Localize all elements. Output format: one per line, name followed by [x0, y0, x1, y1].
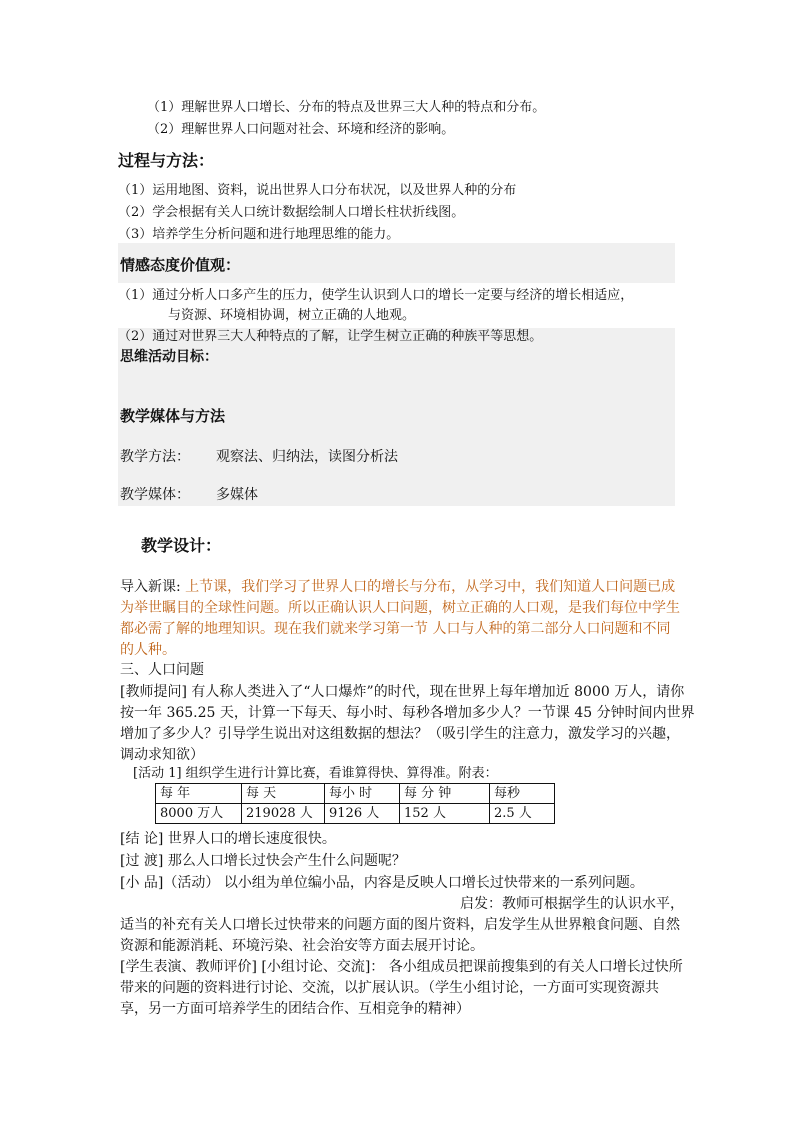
thinking-goal-heading: 思维活动目标： — [120, 349, 218, 365]
intro-label: 导入新课: — [120, 579, 181, 595]
intro-line-2: 为举世瞩目的全球性问题。所以正确认识人口问题，树立正确的人口观，是我们每位中学生 — [120, 600, 680, 616]
teacher-question-line-3: 增加了多少人？引导学生说出对这组数据的想法？（吸引学生的注意力，激发学习的兴趣， — [120, 726, 680, 742]
teacher-question-line-2: 按一年 365.25 天，计算一下每天、每小时、每秒各增加多少人？一节课 45 分钟时间内世界 — [120, 705, 695, 721]
table-cell: 2.5 人 — [490, 804, 555, 824]
table-cell: 219028 人 — [242, 804, 325, 824]
transition: [过 渡] 那么人口增长过快会产生什么问题呢？ — [120, 853, 406, 869]
process-item-1: （1）运用地图、资料，说出世界人口分布状况，以及世界人种的分布 — [118, 183, 517, 198]
table-cell: 9126 人 — [325, 804, 400, 824]
intro-line-4: 的人种。 — [120, 642, 176, 658]
table-cell: 8000 万人 — [156, 804, 242, 824]
student-line-1: [学生表演、教师评价] [小组讨论、交流]： 各小组成员把课前搜集到的有关人口增长过快所 — [120, 959, 683, 975]
table-header-cell: 每小 时 — [325, 784, 400, 804]
student-line-2: 带来的问题的资料进行讨论、交流，以扩展认识。（学生小组讨论，一方面可实现资源共 — [120, 980, 659, 996]
media-value: 多媒体 — [216, 487, 258, 503]
table-header-cell: 每 分 钟 — [400, 784, 490, 804]
table-row — [156, 804, 555, 824]
table-cell: 152 人 — [400, 804, 490, 824]
table-header-row — [156, 784, 555, 804]
emotion-heading: 情感态度价值观： — [120, 256, 241, 274]
media-label: 教学媒体： — [120, 487, 190, 503]
intro-line-1: 上节课，我们学习了世界人口的增长与分布，从学习中，我们知道人口问题已成 — [180, 579, 676, 595]
process-item-3: （3）培养学生分析问题和进行地理思维的能力。 — [118, 227, 400, 242]
hint-line-2: 适当的补充有关人口增长过快带来的问题方面的图片资料，启发学生从世界粮食问题、自然 — [120, 917, 680, 933]
table-header-cell: 每 年 — [156, 784, 242, 804]
student-line-3: 享，另一方面可培养学生的团结合作、互相竞争的精神） — [120, 1001, 470, 1017]
table-header-cell: 每 天 — [242, 784, 325, 804]
design-heading: 教学设计： — [141, 536, 222, 555]
emotion-item-2: （2）通过对世界三大人种特点的了解，让学生树立正确的种族平等思想。 — [118, 329, 543, 344]
media-heading: 教学媒体与方法 — [120, 407, 226, 425]
activity-1: [活动 1] 组织学生进行计算比赛，看谁算得快、算得准。附表： — [133, 766, 498, 781]
intro-paragraph — [120, 577, 680, 661]
population-growth-table — [155, 783, 555, 824]
emotion-item-1-line-2: 与资源、环境相协调，树立正确的人地观。 — [168, 308, 416, 323]
process-item-2: （2）学会根据有关人口统计数据绘制人口增长柱状折线图。 — [118, 205, 465, 220]
teacher-question-line-4: 调动求知欲） — [120, 747, 204, 763]
method-label: 教学方法： — [120, 449, 190, 465]
emotion-item-1-line-1: （1）通过分析人口多产生的压力，使学生认识到人口的增长一定要与经济的增长相适应， — [118, 288, 634, 303]
teacher-question-line-1: [教师提问] 有人称人类进入了“人口爆炸”的时代，现在世界上每年增加近 8000 万人，请你 — [120, 684, 685, 700]
process-heading: 过程与方法： — [118, 151, 215, 170]
method-value: 观察法、归纳法，读图分析法 — [216, 449, 398, 465]
conclusion: [结 论] 世界人口的增长速度很快。 — [120, 831, 336, 847]
skit: [小 品]（活动） 以小组为单位编小品，内容是反映人口增长过快带来的一系列问题。 — [120, 875, 644, 891]
section-title: 三、人口问题 — [120, 662, 204, 678]
hint-line-3: 资源和能源消耗、环境污染、社会治安等方面去展开讨论。 — [120, 938, 484, 954]
hint-line-1: 启发：教师可根据学生的认识水平， — [460, 896, 684, 912]
table-header-cell: 每秒 — [490, 784, 555, 804]
knowledge-goal-2: （2）理解世界人口问题对社会、环境和经济的影响。 — [147, 122, 455, 137]
intro-line-3: 都必需了解的地理知识。现在我们就来学习第一节 人口与人种的第二部分人口问题和不同 — [120, 621, 671, 637]
teacher-question — [120, 682, 695, 766]
knowledge-goal-1: （1）理解世界人口增长、分布的特点及世界三大人种的特点和分布。 — [147, 100, 546, 115]
